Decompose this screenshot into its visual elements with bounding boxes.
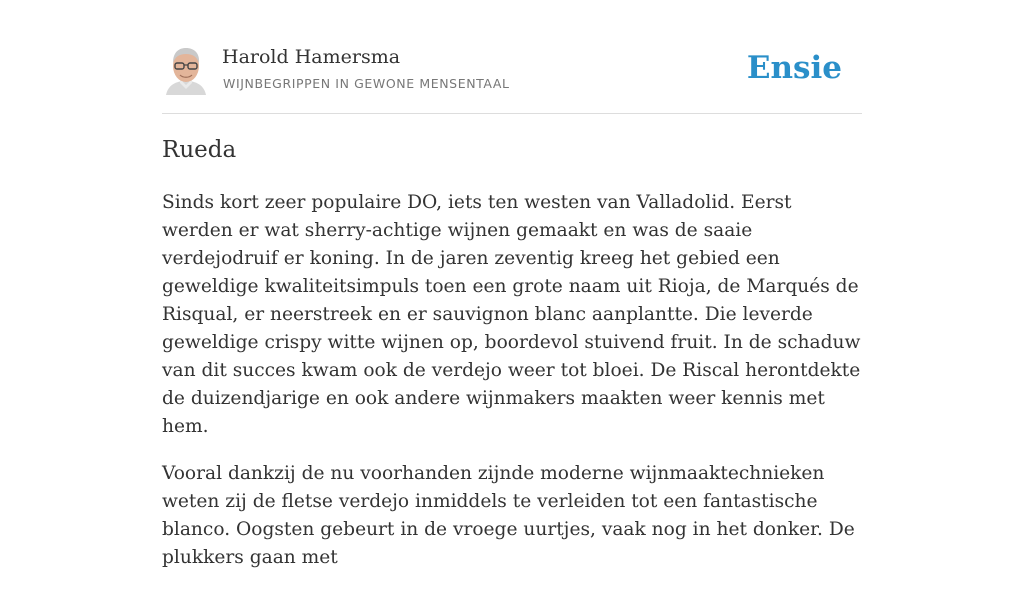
article-paragraph: Vooral dankzij de nu voorhanden zijnde moderne wijnmaaktechnieken weten zij de fletse verdejo inmiddels te verleiden tot een fantastische blanco. Oogsten gebeurt in de vroege uurtjes, vaak nog in het donker. De plukkers gaan met — [162, 463, 855, 568]
article-title: Rueda — [162, 137, 237, 163]
author-avatar[interactable] — [164, 45, 208, 95]
article-body — [162, 189, 862, 591]
article-paragraph: Sinds kort zeer populaire DO, iets ten westen van Valladolid. Eerst werden er wat sherry-achtige wijnen gemaakt en was de saaie verdejodruif er koning. In de jaren zeventig kreeg het gebied een geweldige kwaliteitsimpuls toen een grote naam uit Rioja, de Marqués de Risqual, er neerstreek en er sauvignon blanc aanplantte. Die leverde geweldige crispy witte wijnen op, boordevol stuivend fruit. In de schaduw van dit succes kwam ook de verdejo weer tot bloei. De Riscal herontdekte de duizendjarige en ook andere wijnmakers maakten weer kennis met hem. — [162, 192, 861, 437]
brand-logo[interactable]: Ensie — [746, 50, 842, 86]
author-name[interactable]: Harold Hamersma — [222, 46, 401, 68]
site-header — [162, 40, 862, 114]
blog-subtitle: WIJNBEGRIPPEN IN GEWONE MENSENTAAL — [223, 76, 510, 91]
